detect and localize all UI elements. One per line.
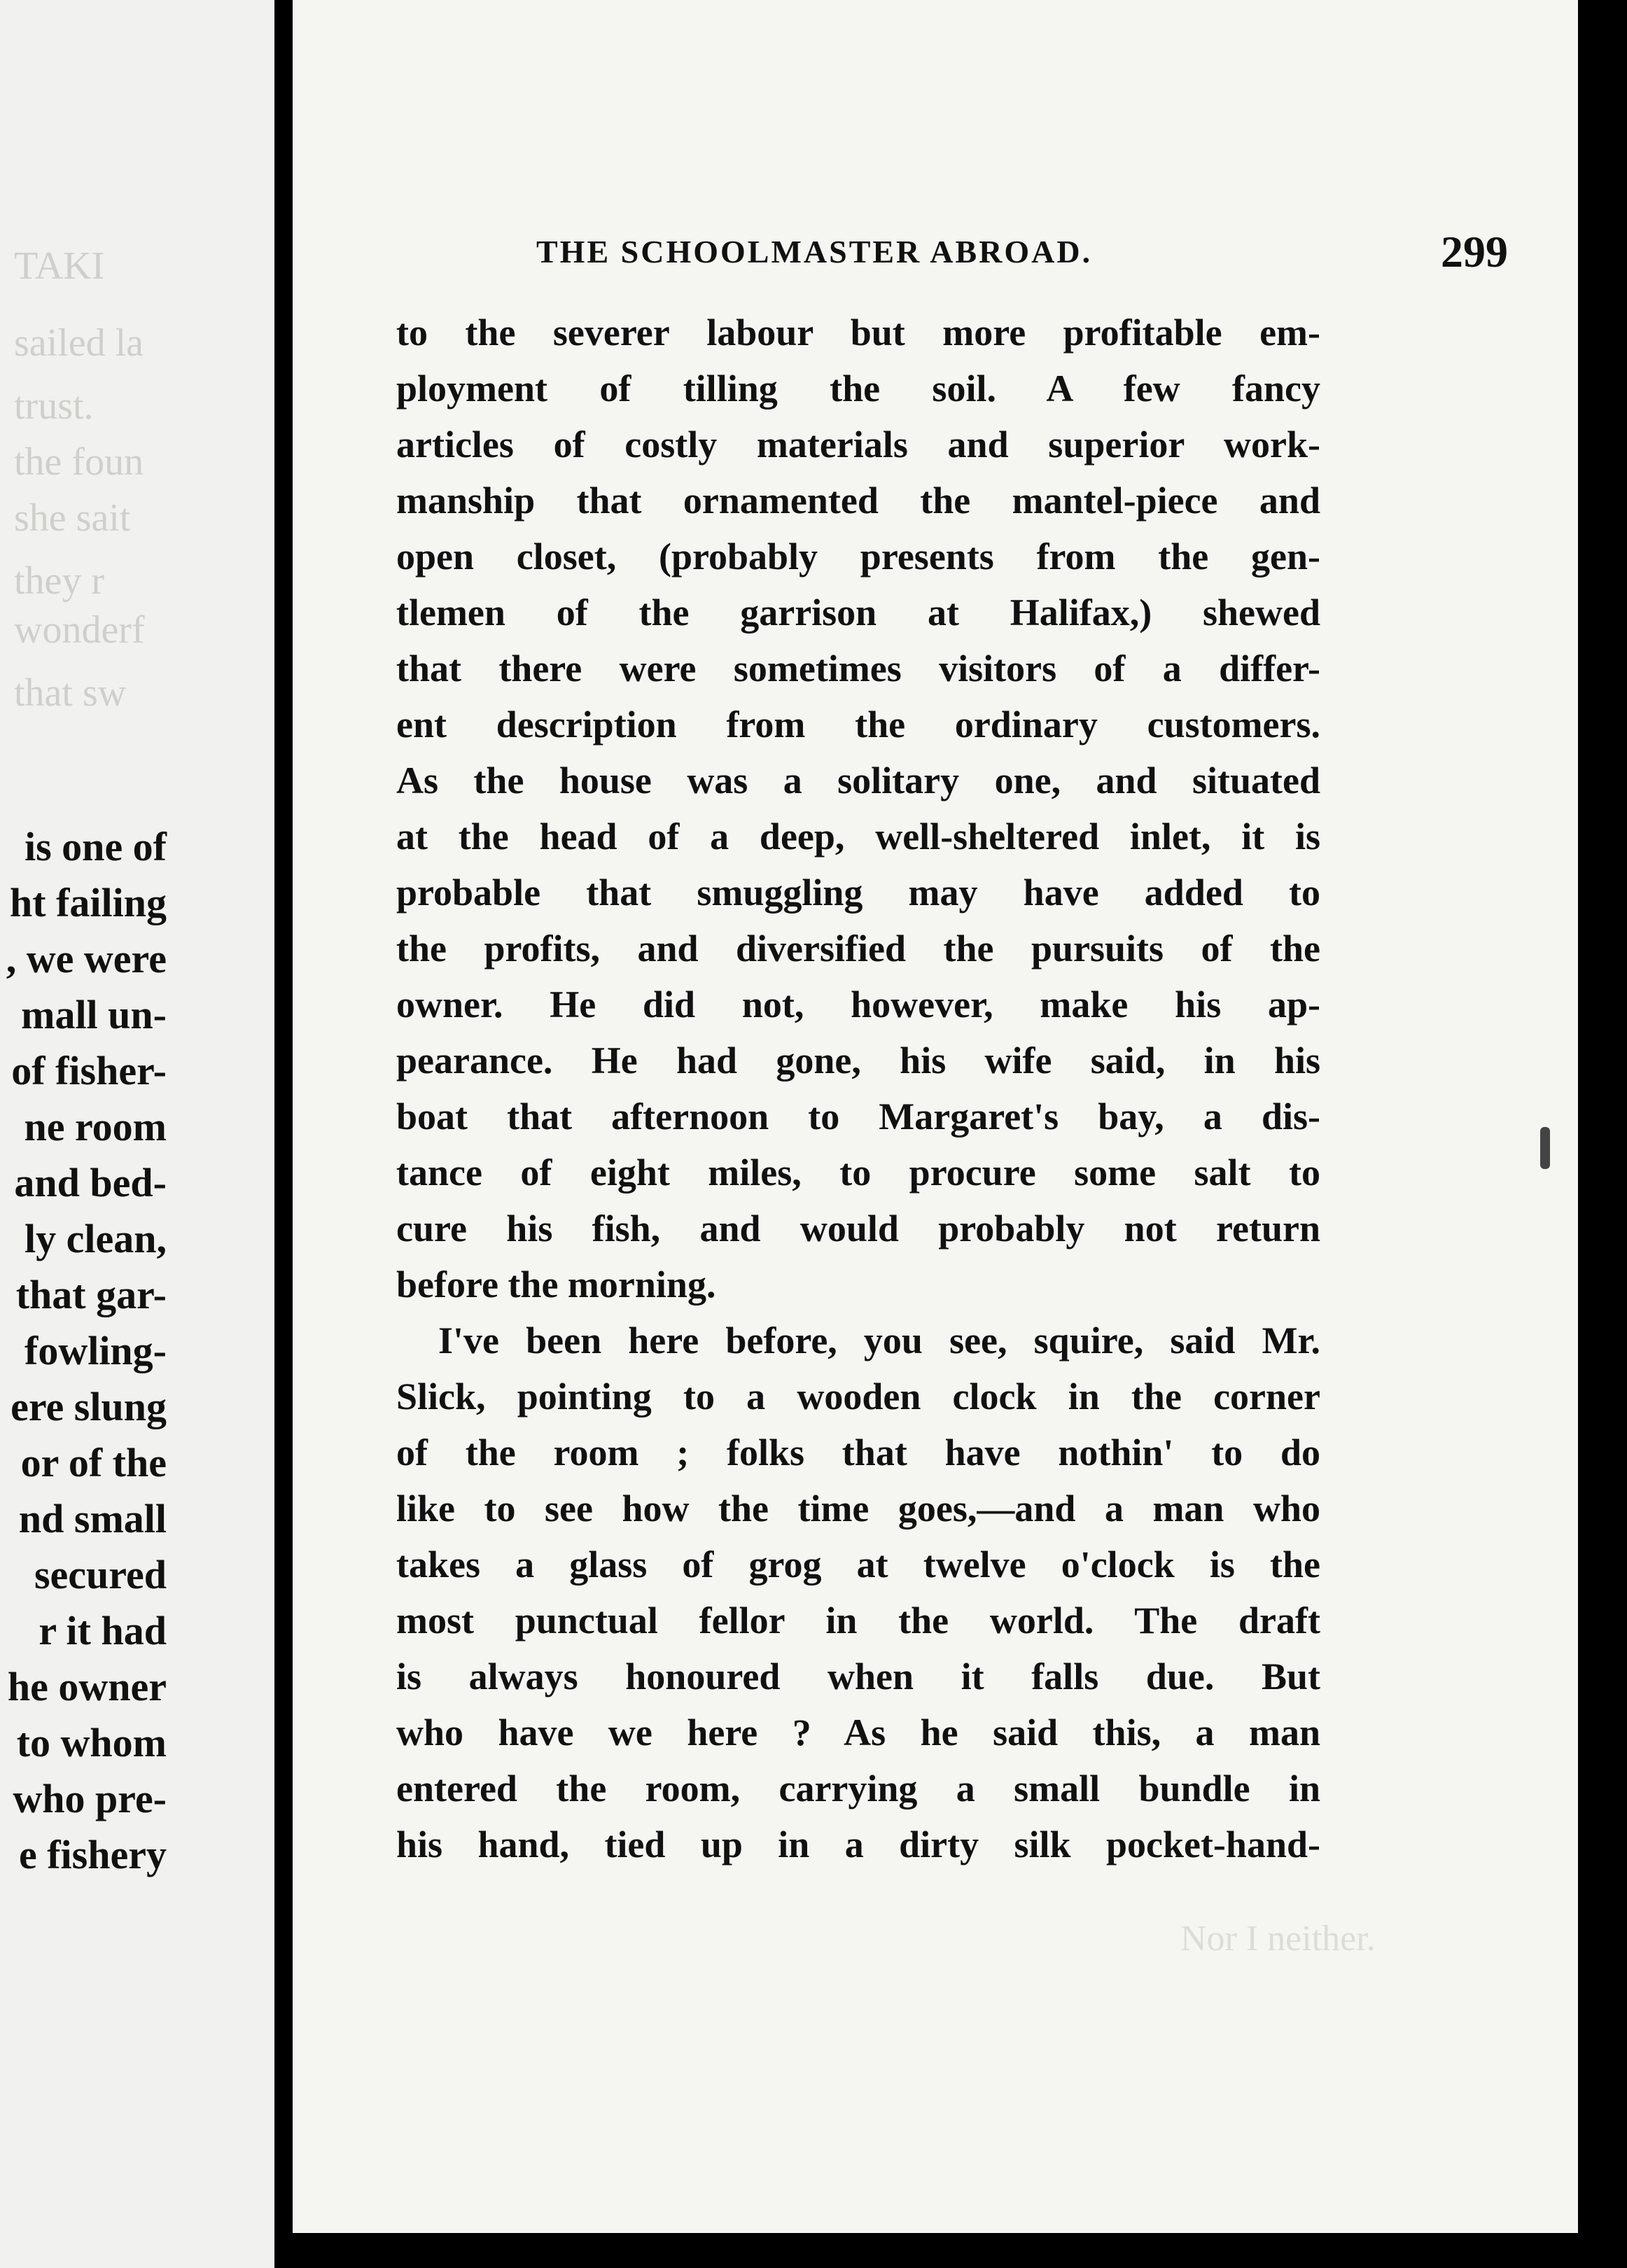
text-line: to the severer labour but more profitable em-: [396, 312, 1320, 354]
left-fragment: ly clean,: [25, 1216, 167, 1261]
bleed-through-text: Nor I neither.: [1180, 1919, 1376, 1959]
left-page: [0, 0, 274, 2268]
text-line: entered the room, carrying a small bundle in: [396, 1768, 1320, 1809]
left-fragment: ere slung: [11, 1384, 167, 1429]
bleed-through-text: she sait: [14, 496, 131, 540]
left-fragment: secured: [34, 1552, 167, 1597]
text-line: the profits, and diversified the pursuits of the: [396, 927, 1320, 969]
bleed-through-text: that sw: [14, 671, 127, 715]
text-line: at the head of a deep, well-sheltered inlet, it is: [396, 816, 1320, 858]
left-fragment: mall un-: [21, 992, 167, 1037]
left-fragment: or of the: [20, 1440, 167, 1485]
left-fragment: that gar-: [15, 1272, 167, 1317]
left-fragment: ne room: [24, 1104, 167, 1149]
left-fragment: fowling-: [25, 1328, 167, 1373]
bleed-through-text: the foun: [14, 440, 144, 484]
running-head-title: THE SCHOOLMASTER ABROAD.: [536, 234, 1093, 270]
text-line: most punctual fellor in the world. The draft: [396, 1600, 1320, 1642]
page-number: 299: [1441, 227, 1508, 276]
text-line: is always honoured when it falls due. But: [396, 1656, 1320, 1698]
bleed-through-text: TAKI: [14, 244, 105, 288]
bleed-through-text: trust.: [14, 384, 94, 428]
page-edge-mark: [1540, 1127, 1550, 1169]
bleed-through-text: sailed la: [14, 321, 144, 365]
text-line: Slick, pointing to a wooden clock in the corner: [396, 1376, 1320, 1418]
text-line: boat that afternoon to Margaret's bay, a dis-: [396, 1096, 1320, 1138]
left-fragment: ht failing: [10, 880, 167, 925]
text-line: probable that smuggling may have added to: [396, 872, 1320, 913]
text-line: ployment of tilling the soil. A few fancy: [396, 368, 1320, 410]
scan-border: [1578, 0, 1627, 2268]
left-fragment: , we were: [6, 936, 167, 981]
text-line: tance of eight miles, to procure some salt to: [396, 1152, 1320, 1194]
text-line: tlemen of the garrison at Halifax,) shewed: [396, 592, 1320, 634]
text-line: takes a glass of grog at twelve o'clock is the: [396, 1544, 1320, 1586]
text-line: manship that ornamented the mantel-piece and: [396, 479, 1320, 522]
text-line: ent description from the ordinary customers.: [396, 704, 1320, 746]
text-line: his hand, tied up in a dirty silk pocket-hand-: [396, 1823, 1320, 1865]
text-line: open closet, (probably presents from the gen-: [396, 536, 1320, 578]
left-fragment: r it had: [39, 1608, 167, 1653]
bleed-through-text: they r: [14, 559, 105, 603]
left-fragment: nd small: [18, 1496, 167, 1541]
text-line: that there were sometimes visitors of a differ-: [396, 648, 1320, 690]
text-line: As the house was a solitary one, and situated: [396, 760, 1320, 802]
running-head: [536, 224, 1572, 280]
left-fragment: to whom: [16, 1720, 167, 1765]
left-fragment: of fisher-: [11, 1048, 167, 1093]
right-page: [293, 0, 1578, 2233]
text-line: articles of costly materials and superior work-: [396, 424, 1320, 465]
left-fragment: who pre-: [13, 1776, 167, 1821]
text-line: like to see how the time goes,—and a man who: [396, 1488, 1320, 1530]
text-line: pearance. He had gone, his wife said, in his: [396, 1040, 1320, 1082]
left-fragment: e fishery: [19, 1832, 167, 1877]
left-fragment: and bed-: [14, 1160, 167, 1205]
text-line: before the morning.: [396, 1264, 716, 1306]
text-line: I've been here before, you see, squire, said Mr.: [438, 1320, 1320, 1362]
text-line: owner. He did not, however, make his ap-: [396, 983, 1320, 1026]
text-line: cure his fish, and would probably not return: [396, 1208, 1320, 1250]
bleed-through-text: wonderf: [14, 608, 145, 652]
left-fragment: is one of: [25, 824, 167, 869]
left-fragment: he owner: [7, 1664, 167, 1709]
text-line: who have we here ? As he said this, a man: [396, 1712, 1320, 1754]
text-line: of the room ; folks that have nothin' to do: [396, 1432, 1320, 1474]
